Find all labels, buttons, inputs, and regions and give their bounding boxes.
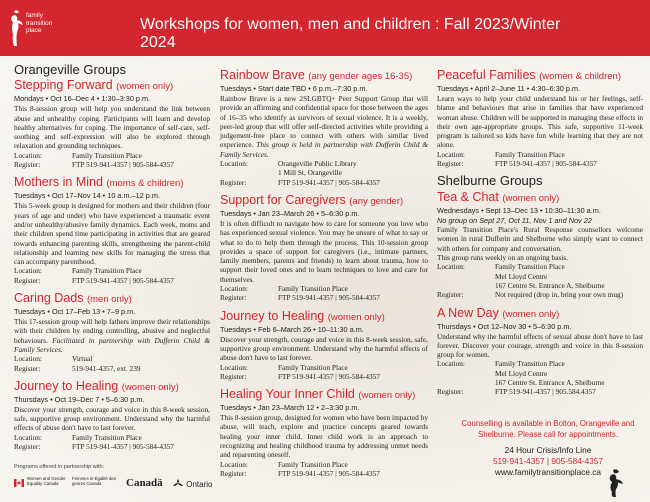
workshop — [220, 387, 428, 478]
page-title: Workshops for women, men and children : Fall 2023/Winter 2024 — [140, 16, 561, 51]
register-value[interactable]: FTP 519-941-4357 | 905-584-4357 — [72, 442, 174, 452]
crisis-line-label: 24 Hour Crisis/Info Line — [504, 445, 592, 455]
partners-label: Programs offered in partnership with: — [14, 464, 105, 470]
register-value[interactable]: FTP 519-941-4357 | 905-584-4357 — [278, 371, 380, 381]
location-value: Family Transition Place — [495, 149, 565, 159]
workshop-name: Mothers in Mind — [14, 175, 103, 190]
workshop-partner-note: Facilitated in partnership with Dufferin Child & Family Services. — [14, 335, 210, 354]
location-label: Location: — [220, 284, 248, 294]
header-banner — [0, 0, 650, 56]
register-value[interactable]: FTP 519-941-4357 | 905-584-4357 — [278, 293, 380, 303]
workshop — [437, 306, 643, 397]
workshop-title — [14, 379, 210, 395]
location-label: Location: — [14, 150, 42, 160]
location-value: Orangeville Public Library 1 Mill St, Orangeville — [278, 159, 357, 178]
workshop — [220, 193, 428, 303]
register-value[interactable]: FTP 519-941-4357 | 905-584-4357 — [495, 159, 597, 169]
workshop-audience: (moms & children) — [106, 178, 184, 190]
location-label: Location: — [14, 432, 42, 442]
workshop-schedule: Thursdays • Oct 19–Dec 7 • 5–6:30 p.m. — [14, 394, 145, 404]
workshop-name: Journey to Healing — [14, 378, 119, 393]
workshop-description: This 8-session group, designed for women who have been impacted by abuse, will teach, explore and practice concepts geared towards healing your inner child. Inner child work is an approach to recognizing and healing childhood trauma by addressing unmet needs and reparenting oneself. — [220, 413, 428, 460]
workshop-title — [437, 306, 643, 322]
workshop — [220, 68, 428, 187]
register-row — [220, 178, 428, 187]
workshop-title — [14, 291, 210, 307]
workshop-list — [437, 190, 643, 397]
register-value[interactable]: FTP 519-941-4357 | 905-584-4357 — [278, 177, 380, 187]
register-label: Register: — [220, 293, 247, 303]
workshop-name: Rainbow Brave — [220, 68, 305, 82]
register-row — [220, 293, 428, 302]
location-label: Location: — [14, 266, 42, 276]
workshop-name: A New Day — [437, 305, 499, 320]
location-row — [437, 262, 643, 290]
workshop-title — [14, 78, 210, 94]
workshop — [14, 379, 210, 451]
location-value: Family Transition Place — [278, 284, 348, 294]
workshop-note: No group on Sept 27, Oct 11, Nov 1 and Nov 22 — [437, 215, 592, 225]
register-label: Register: — [220, 371, 247, 381]
workshop-audience: (men only) — [86, 294, 132, 306]
workshop — [437, 68, 643, 168]
workshop-description: This 8-session group will help you understand the link between abuse and unhealthy coping. Participants will learn and develop healthy alternatives for coping. The importance of self-care, self-soothing and self-expression will also be explored through relaxation and grounding techniques. — [14, 104, 210, 151]
location-row — [220, 284, 428, 293]
workshop-audience: (women only) — [502, 192, 560, 204]
workshop — [220, 309, 428, 381]
workshop-schedule: Tuesdays • Oct 17–Nov 14 • 10 a.m.–12 p.m. — [14, 191, 160, 201]
workshop-audience: (women only) — [121, 381, 179, 393]
workshop — [14, 291, 210, 373]
workshop-name: Peaceful Families — [437, 68, 536, 82]
ftp-logo — [6, 6, 66, 50]
group-heading: Shelburne Groups — [437, 173, 543, 189]
trillium-icon — [172, 478, 184, 488]
workshop-audience: (women only) — [116, 81, 174, 93]
workshop-description: Discover your strength, courage and voice in this 8-week session, safe, supportive group environment. Understand why the harmful effects of abuse don't have to last forever. — [220, 334, 428, 363]
workshop-schedule: Tuesdays • Oct 17–Feb 13 • 7–9 p.m. — [14, 307, 136, 317]
ontario-text: Ontario — [186, 480, 213, 489]
workshop-schedule: Mondays • Oct 16–Dec 4 • 1:30–3:30 p.m. — [14, 94, 151, 104]
workshop-audience: (women only) — [502, 308, 560, 320]
workshop-description: This 5-week group is designed for mothers and their children (four years of age and under) who have experienced a traumatic event and/or unhealthy/abusive family dynamics. Each week, moms and their children spend time participating in activities that are geared towards enhancing parenting skills, strengthening the parent-child relationship and learning new skills for managing the stress that can accompany parenthood. — [14, 201, 210, 267]
workshop — [14, 78, 210, 169]
workshop-description: This 17-session group will help fathers improve their relationships with their children by ending controlling, abusive and neglectful behaviours. Facilitated in partnership with Dufferin Child & Family Services. — [14, 317, 210, 354]
workshop-audience: (women only) — [327, 311, 385, 323]
location-value: Family Transition Place — [278, 362, 348, 372]
website-link[interactable]: www.familytransitionplace.ca — [494, 467, 602, 477]
workshop-name: Tea & Chat — [437, 189, 499, 204]
logo-line-3: place — [26, 27, 42, 34]
location-row — [220, 460, 428, 469]
workshop-schedule: Tuesdays • Jan 23–March 12 • 2–3:30 p.m. — [220, 403, 360, 413]
register-value[interactable]: Not required (drop in, bring your own mug) — [495, 290, 624, 300]
workshop-list — [14, 78, 210, 451]
group-heading: Orangeville Groups — [14, 62, 126, 77]
wec-english: Women and Gender Equality Canada — [27, 476, 66, 486]
ontario-logo — [172, 478, 212, 489]
workshop-schedule: Wednesdays • Sept 13–Dec 13 • 10:30–11:30 a.m. — [437, 205, 601, 215]
register-label: Register: — [437, 159, 464, 169]
location-row — [14, 354, 210, 363]
register-row — [220, 372, 428, 381]
register-label: Register: — [14, 160, 41, 170]
workshop-title — [220, 193, 428, 209]
workshop-description: Family Transition Place's Rural Response counsellors welcome women in rural Dufferin and Shelburne who simply want to connect with others for company and conversation. This group runs weekly on an ongoing basis. — [437, 225, 643, 263]
workshop-name: Support for Caregivers — [220, 192, 346, 207]
register-label: Register: — [14, 442, 41, 452]
workshop-title — [437, 190, 643, 206]
workshop-partner-note: This group is held in partnership with Dufferin Child & Family Services. — [220, 140, 428, 159]
workshop-schedule: Tuesdays • Jan 23–March 26 • 5–6:30 p.m. — [220, 208, 360, 218]
workshop-name: Caring Dads — [14, 291, 84, 306]
workshop-audience: (women & children) — [539, 71, 621, 82]
workshop-schedule: Tuesdays • Start date TBD • 6 p.m.–7:30 p.m. — [220, 84, 368, 93]
location-row — [14, 266, 210, 275]
partner-logos — [14, 474, 214, 494]
workshop — [14, 175, 210, 285]
register-label: Register: — [220, 468, 247, 478]
location-value: Family Transition Place — [278, 459, 348, 469]
register-row — [14, 276, 210, 285]
register-value[interactable]: FTP 519-941-4357 | 905-584-4357 — [72, 160, 174, 170]
location-label: Location: — [14, 354, 42, 364]
register-value[interactable]: 519-941-4357, ext. 239 — [72, 363, 141, 373]
location-label: Location: — [220, 159, 248, 169]
register-value[interactable]: FTP 519-941-4357 | 905-584-4357 — [72, 275, 174, 285]
register-row — [14, 160, 210, 169]
column-orangeville-2 — [220, 56, 428, 484]
canada-flag-icon — [14, 479, 24, 487]
workshop-title — [220, 68, 428, 84]
workshop-name: Stepping Forward — [14, 78, 113, 93]
workshop-description: Discover your strength, courage and voice in this 8-week session, safe, supportive group environment. Understand why the harmful effects of abuse don't have to last forever. — [14, 404, 210, 433]
register-value[interactable]: FTP 519-941-4357 | 905-584-4357 — [278, 468, 380, 478]
workshop-title — [14, 175, 210, 191]
workshop-schedule: Tuesdays • April 2–June 11 • 4:30–6:30 p.m. — [437, 84, 581, 93]
workshop-audience: (any gender ages 16-35) — [308, 71, 413, 82]
column-shelburne — [437, 56, 643, 403]
workshop-schedule: Thursdays • Oct 12–Nov 30 • 5–6:30 p.m. — [437, 321, 572, 331]
canada-wordmark: Canadä — [126, 477, 163, 489]
figure-logo-icon — [605, 468, 629, 498]
workshop-audience: (any gender) — [349, 195, 404, 207]
register-row — [220, 469, 428, 478]
location-label: Location: — [437, 359, 465, 369]
location-label: Location: — [437, 149, 465, 159]
workshop-description: Rainbow Brave is a new 2SLGBTQ+ Peer Support Group that will provide an affirming and confidential space for those between the ages of 16–35 who identify as survivors of sexual violence. It is a weekly, peer-led group that will offer self-directed activities while providing a judgement-free place to connect with others with similar lived experience. This group is held in partnership with Dufferin Child & Family Services. — [220, 94, 428, 159]
location-row — [14, 433, 210, 442]
location-value: Virtual — [72, 354, 93, 364]
workshop-list — [437, 68, 643, 168]
location-label: Location: — [220, 459, 248, 469]
workshop-list — [220, 68, 428, 478]
workshop-schedule: Tuesdays • Feb 6–March 26 • 10–11:30 a.m. — [220, 324, 364, 334]
location-row — [220, 363, 428, 372]
location-label: Location: — [437, 262, 465, 272]
register-value[interactable]: FTP 519-941-4357 | 905.584.4357 — [495, 387, 596, 397]
counselling-note: Counselling is available in Bolton, Orangeville and Shelburne. Please call for appointments. — [461, 419, 635, 439]
register-label: Register: — [437, 290, 464, 300]
workshop-title — [220, 309, 428, 325]
location-value: Family Transition Place — [72, 266, 142, 276]
location-row — [437, 150, 643, 159]
workshop-audience: (women only) — [358, 390, 416, 402]
register-row — [14, 442, 210, 451]
workshop-name: Journey to Healing — [220, 308, 325, 323]
workshop — [437, 190, 643, 300]
location-value: Family Transition Place Mel Lloyd Centre 167 Centre St. Entrance A, Shelburne — [495, 359, 605, 388]
crisis-phone[interactable]: 519-941-4357 | 905-584-4357 — [492, 456, 604, 466]
logo-line-1: family — [26, 12, 43, 19]
location-label: Location: — [220, 362, 248, 372]
logo-text — [26, 12, 52, 35]
location-value: Family Transition Place — [72, 432, 142, 442]
workshop-title — [437, 68, 643, 84]
register-row — [437, 159, 643, 168]
register-label: Register: — [14, 275, 41, 285]
register-label: Register: — [14, 363, 41, 373]
workshop-name: Healing Your Inner Child — [220, 387, 355, 402]
location-row — [220, 159, 428, 178]
column-orangeville-1 — [14, 56, 210, 457]
logo-line-2: transition — [26, 19, 53, 27]
workshop-title — [220, 387, 428, 403]
wec-french: Femmes et Égalité des genres Canada — [72, 476, 116, 486]
workshop-description: Understand why the harmful effects of sexual abuse don't have to last forever. Discover your courage, strength and voice in this 8-session group for women. — [437, 331, 643, 360]
location-row — [437, 359, 643, 387]
location-value: Family Transition Place — [72, 150, 142, 160]
register-label: Register: — [437, 387, 464, 397]
register-label: Register: — [220, 177, 247, 187]
figure-logo-icon — [8, 8, 28, 48]
register-row — [437, 387, 643, 396]
register-row — [14, 364, 210, 373]
register-row — [437, 290, 643, 299]
workshop-description: It is often difficult to navigate how to care for someone you love who has experienced sexual violence. You may be unsure of what to say or what to do to help them through the process. This 10-session group provides a space of support for caregivers (i.e., intimate partners, family members, parents and friends) to learn about trauma, how to support their loved ones and to learn techniques to love and care for themselves. — [220, 218, 428, 284]
location-row — [14, 151, 210, 160]
location-value: Family Transition Place Mel Lloyd Centre 167 Centre St. Entrance A, Shelburne — [495, 262, 605, 290]
workshop-description: Learn ways to help your child understand his or her feelings, self-blame and behaviours that arise in families that have experienced woman abuse. Children will be supported in managing these effects in their own age-appropriate groups. This safe, supportive 11-week program is tailored so kids have fun while learning that they are not alone. — [437, 94, 643, 150]
